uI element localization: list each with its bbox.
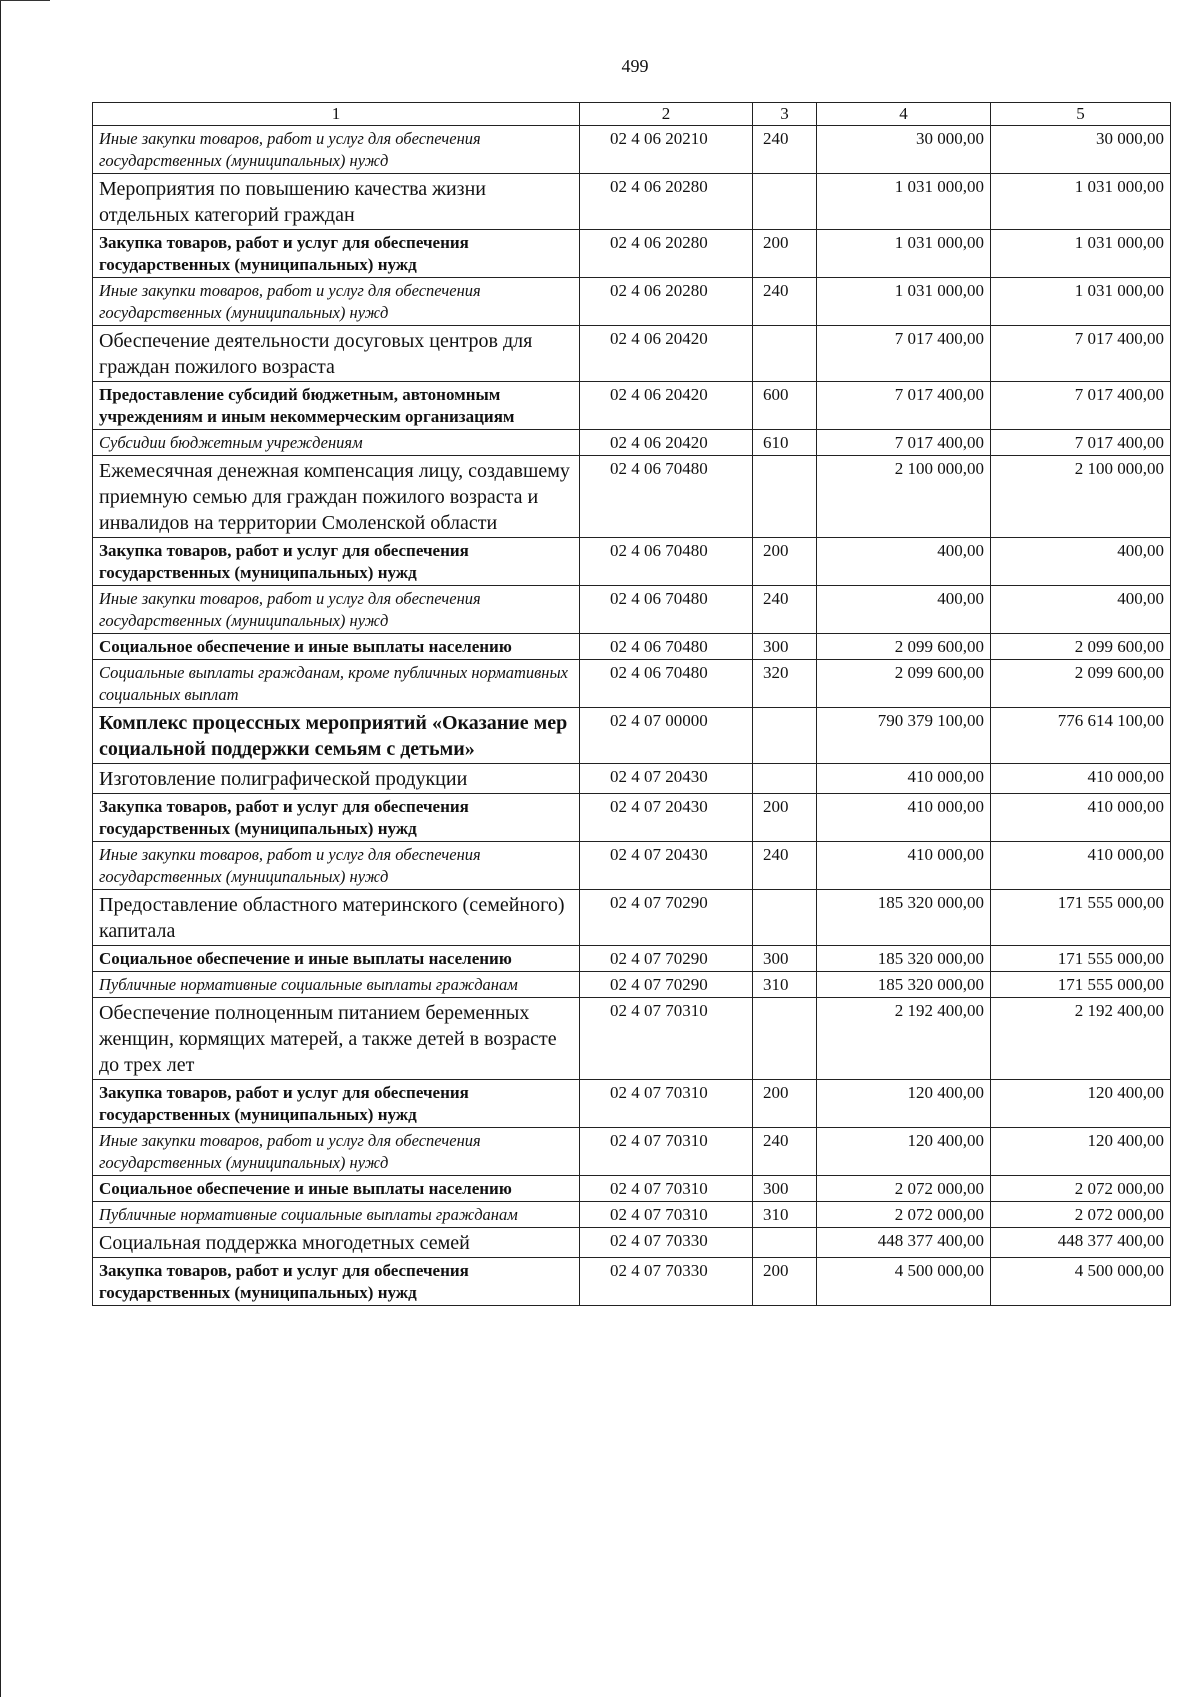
budget-table: [92, 102, 1171, 1306]
row-amount-2-cell: 2 072 000,00: [991, 1176, 1171, 1202]
row-amount-1-cell: 120 400,00: [817, 1080, 991, 1128]
table-row: [93, 794, 1171, 842]
row-kvr-cell: 200: [753, 1258, 817, 1306]
table-row: [93, 326, 1171, 382]
row-amount-1-cell: 2 100 000,00: [817, 456, 991, 538]
header-col-5: 5: [991, 103, 1171, 126]
table-row: [93, 842, 1171, 890]
table-row: [93, 1228, 1171, 1258]
row-kvr-cell: 240: [753, 278, 817, 326]
row-code-cell: 02 4 07 70330: [580, 1228, 753, 1258]
row-amount-1-cell: 7 017 400,00: [817, 382, 991, 430]
row-amount-2-cell: 7 017 400,00: [991, 326, 1171, 382]
row-name-cell: Иные закупки товаров, работ и услуг для обеспечения государственных (муниципальных) нужд: [93, 1128, 580, 1176]
table-row: [93, 174, 1171, 230]
row-code-cell: 02 4 06 20280: [580, 174, 753, 230]
scan-left-edge: [0, 0, 1, 1697]
row-amount-1-cell: 410 000,00: [817, 842, 991, 890]
row-amount-2-cell: 410 000,00: [991, 794, 1171, 842]
row-amount-2-cell: 410 000,00: [991, 842, 1171, 890]
table-row: [93, 456, 1171, 538]
row-amount-2-cell: 1 031 000,00: [991, 174, 1171, 230]
row-amount-2-cell: 2 100 000,00: [991, 456, 1171, 538]
row-amount-1-cell: 120 400,00: [817, 1128, 991, 1176]
row-code-cell: 02 4 07 20430: [580, 764, 753, 794]
row-amount-1-cell: 2 099 600,00: [817, 634, 991, 660]
row-code-cell: 02 4 07 70310: [580, 1202, 753, 1228]
row-amount-2-cell: 2 099 600,00: [991, 634, 1171, 660]
row-amount-2-cell: 400,00: [991, 586, 1171, 634]
row-kvr-cell: [753, 890, 817, 946]
table-row: [93, 998, 1171, 1080]
row-amount-2-cell: 120 400,00: [991, 1128, 1171, 1176]
row-name-cell: Иные закупки товаров, работ и услуг для обеспечения государственных (муниципальных) нужд: [93, 586, 580, 634]
row-code-cell: 02 4 06 70480: [580, 634, 753, 660]
row-code-cell: 02 4 06 20420: [580, 430, 753, 456]
row-code-cell: 02 4 07 20430: [580, 842, 753, 890]
row-name-cell: Закупка товаров, работ и услуг для обеспечения государственных (муниципальных) нужд: [93, 794, 580, 842]
row-code-cell: 02 4 07 70290: [580, 890, 753, 946]
row-name-cell: Обеспечение деятельности досуговых центров для граждан пожилого возраста: [93, 326, 580, 382]
row-amount-1-cell: 1 031 000,00: [817, 174, 991, 230]
row-kvr-cell: 310: [753, 972, 817, 998]
row-amount-1-cell: 185 320 000,00: [817, 946, 991, 972]
row-kvr-cell: [753, 326, 817, 382]
row-name-cell: Закупка товаров, работ и услуг для обеспечения государственных (муниципальных) нужд: [93, 1258, 580, 1306]
row-amount-1-cell: 7 017 400,00: [817, 430, 991, 456]
table-row: [93, 586, 1171, 634]
row-name-cell: Ежемесячная денежная компенсация лицу, создавшему приемную семью для граждан пожилого возраста и инвалидов на территории Смоленской области: [93, 456, 580, 538]
row-name-cell: Субсидии бюджетным учреждениям: [93, 430, 580, 456]
row-amount-1-cell: 1 031 000,00: [817, 278, 991, 326]
row-kvr-cell: [753, 456, 817, 538]
row-kvr-cell: 320: [753, 660, 817, 708]
row-kvr-cell: 200: [753, 1080, 817, 1128]
row-amount-1-cell: 4 500 000,00: [817, 1258, 991, 1306]
table-row: [93, 126, 1171, 174]
row-kvr-cell: [753, 764, 817, 794]
row-code-cell: 02 4 07 70310: [580, 998, 753, 1080]
row-amount-1-cell: 448 377 400,00: [817, 1228, 991, 1258]
row-kvr-cell: 240: [753, 842, 817, 890]
row-amount-1-cell: 410 000,00: [817, 764, 991, 794]
row-amount-2-cell: 410 000,00: [991, 764, 1171, 794]
row-kvr-cell: [753, 1228, 817, 1258]
row-amount-1-cell: 1 031 000,00: [817, 230, 991, 278]
row-code-cell: 02 4 07 70290: [580, 972, 753, 998]
row-kvr-cell: 240: [753, 586, 817, 634]
row-amount-2-cell: 1 031 000,00: [991, 278, 1171, 326]
scan-top-mark: [0, 0, 50, 1]
row-code-cell: 02 4 07 70310: [580, 1080, 753, 1128]
row-name-cell: Социальное обеспечение и иные выплаты населению: [93, 634, 580, 660]
header-col-1: 1: [93, 103, 580, 126]
row-name-cell: Иные закупки товаров, работ и услуг для обеспечения государственных (муниципальных) нужд: [93, 842, 580, 890]
row-name-cell: Комплекс процессных мероприятий «Оказание мер социальной поддержки семьям с детьми»: [93, 708, 580, 764]
row-code-cell: 02 4 07 70330: [580, 1258, 753, 1306]
row-kvr-cell: 600: [753, 382, 817, 430]
row-name-cell: Мероприятия по повышению качества жизни отдельных категорий граждан: [93, 174, 580, 230]
row-code-cell: 02 4 07 20430: [580, 794, 753, 842]
row-code-cell: 02 4 07 00000: [580, 708, 753, 764]
row-kvr-cell: 200: [753, 538, 817, 586]
row-kvr-cell: 200: [753, 794, 817, 842]
row-name-cell: Публичные нормативные социальные выплаты гражданам: [93, 972, 580, 998]
table-row: [93, 382, 1171, 430]
row-code-cell: 02 4 07 70290: [580, 946, 753, 972]
row-amount-1-cell: 410 000,00: [817, 794, 991, 842]
row-amount-1-cell: 400,00: [817, 538, 991, 586]
header-col-3: 3: [753, 103, 817, 126]
row-amount-1-cell: 185 320 000,00: [817, 972, 991, 998]
table-row: [93, 764, 1171, 794]
row-amount-2-cell: 120 400,00: [991, 1080, 1171, 1128]
row-kvr-cell: 200: [753, 230, 817, 278]
row-amount-2-cell: 2 072 000,00: [991, 1202, 1171, 1228]
row-amount-2-cell: 171 555 000,00: [991, 946, 1171, 972]
table-row: [93, 660, 1171, 708]
row-amount-1-cell: 2 099 600,00: [817, 660, 991, 708]
row-kvr-cell: 300: [753, 946, 817, 972]
row-code-cell: 02 4 06 70480: [580, 456, 753, 538]
row-amount-2-cell: 2 192 400,00: [991, 998, 1171, 1080]
row-amount-1-cell: 400,00: [817, 586, 991, 634]
row-amount-2-cell: 7 017 400,00: [991, 382, 1171, 430]
row-name-cell: Социальные выплаты гражданам, кроме публичных нормативных социальных выплат: [93, 660, 580, 708]
table-row: [93, 1080, 1171, 1128]
row-code-cell: 02 4 06 70480: [580, 586, 753, 634]
table-row: [93, 708, 1171, 764]
row-name-cell: Социальное обеспечение и иные выплаты населению: [93, 946, 580, 972]
row-code-cell: 02 4 06 20420: [580, 382, 753, 430]
row-amount-1-cell: 790 379 100,00: [817, 708, 991, 764]
row-code-cell: 02 4 06 20210: [580, 126, 753, 174]
row-kvr-cell: 610: [753, 430, 817, 456]
row-kvr-cell: [753, 998, 817, 1080]
row-amount-2-cell: 7 017 400,00: [991, 430, 1171, 456]
row-amount-2-cell: 171 555 000,00: [991, 972, 1171, 998]
row-name-cell: Предоставление субсидий бюджетным, автономным учреждениям и иным некоммерческим организациям: [93, 382, 580, 430]
row-kvr-cell: 240: [753, 126, 817, 174]
row-amount-2-cell: 1 031 000,00: [991, 230, 1171, 278]
row-name-cell: Закупка товаров, работ и услуг для обеспечения государственных (муниципальных) нужд: [93, 230, 580, 278]
row-amount-1-cell: 2 192 400,00: [817, 998, 991, 1080]
row-code-cell: 02 4 06 70480: [580, 538, 753, 586]
table-row: [93, 1128, 1171, 1176]
row-name-cell: Иные закупки товаров, работ и услуг для обеспечения государственных (муниципальных) нужд: [93, 126, 580, 174]
row-amount-2-cell: 30 000,00: [991, 126, 1171, 174]
row-code-cell: 02 4 07 70310: [580, 1128, 753, 1176]
row-amount-1-cell: 2 072 000,00: [817, 1202, 991, 1228]
row-amount-1-cell: 185 320 000,00: [817, 890, 991, 946]
table-row: [93, 1202, 1171, 1228]
row-kvr-cell: 240: [753, 1128, 817, 1176]
row-name-cell: Социальное обеспечение и иные выплаты населению: [93, 1176, 580, 1202]
row-kvr-cell: 310: [753, 1202, 817, 1228]
header-col-4: 4: [817, 103, 991, 126]
table-row: [93, 634, 1171, 660]
row-amount-2-cell: 776 614 100,00: [991, 708, 1171, 764]
page-number: 499: [621, 56, 649, 76]
table-row: [93, 430, 1171, 456]
row-name-cell: Социальная поддержка многодетных семей: [93, 1228, 580, 1258]
row-amount-2-cell: 171 555 000,00: [991, 890, 1171, 946]
row-name-cell: Закупка товаров, работ и услуг для обеспечения государственных (муниципальных) нужд: [93, 538, 580, 586]
table-row: [93, 890, 1171, 946]
row-amount-2-cell: 448 377 400,00: [991, 1228, 1171, 1258]
row-name-cell: Иные закупки товаров, работ и услуг для обеспечения государственных (муниципальных) нужд: [93, 278, 580, 326]
row-amount-2-cell: 4 500 000,00: [991, 1258, 1171, 1306]
table-row: [93, 1258, 1171, 1306]
row-amount-1-cell: 7 017 400,00: [817, 326, 991, 382]
table-row: [93, 1176, 1171, 1202]
table-row: [93, 946, 1171, 972]
row-kvr-cell: 300: [753, 1176, 817, 1202]
row-name-cell: Предоставление областного материнского (семейного) капитала: [93, 890, 580, 946]
table-row: [93, 972, 1171, 998]
row-kvr-cell: 300: [753, 634, 817, 660]
row-amount-2-cell: 2 099 600,00: [991, 660, 1171, 708]
row-code-cell: 02 4 06 20280: [580, 278, 753, 326]
row-kvr-cell: [753, 174, 817, 230]
table-row: [93, 230, 1171, 278]
row-code-cell: 02 4 06 20420: [580, 326, 753, 382]
header-col-2: 2: [580, 103, 753, 126]
row-name-cell: Обеспечение полноценным питанием беременных женщин, кормящих матерей, а также детей в возрасте до трех лет: [93, 998, 580, 1080]
row-name-cell: Публичные нормативные социальные выплаты гражданам: [93, 1202, 580, 1228]
row-code-cell: 02 4 06 70480: [580, 660, 753, 708]
header-row: [93, 103, 1171, 126]
table-row: [93, 278, 1171, 326]
row-amount-1-cell: 30 000,00: [817, 126, 991, 174]
row-code-cell: 02 4 07 70310: [580, 1176, 753, 1202]
table-row: [93, 538, 1171, 586]
row-name-cell: Закупка товаров, работ и услуг для обеспечения государственных (муниципальных) нужд: [93, 1080, 580, 1128]
row-kvr-cell: [753, 708, 817, 764]
row-amount-1-cell: 2 072 000,00: [817, 1176, 991, 1202]
row-code-cell: 02 4 06 20280: [580, 230, 753, 278]
row-amount-2-cell: 400,00: [991, 538, 1171, 586]
row-name-cell: Изготовление полиграфической продукции: [93, 764, 580, 794]
